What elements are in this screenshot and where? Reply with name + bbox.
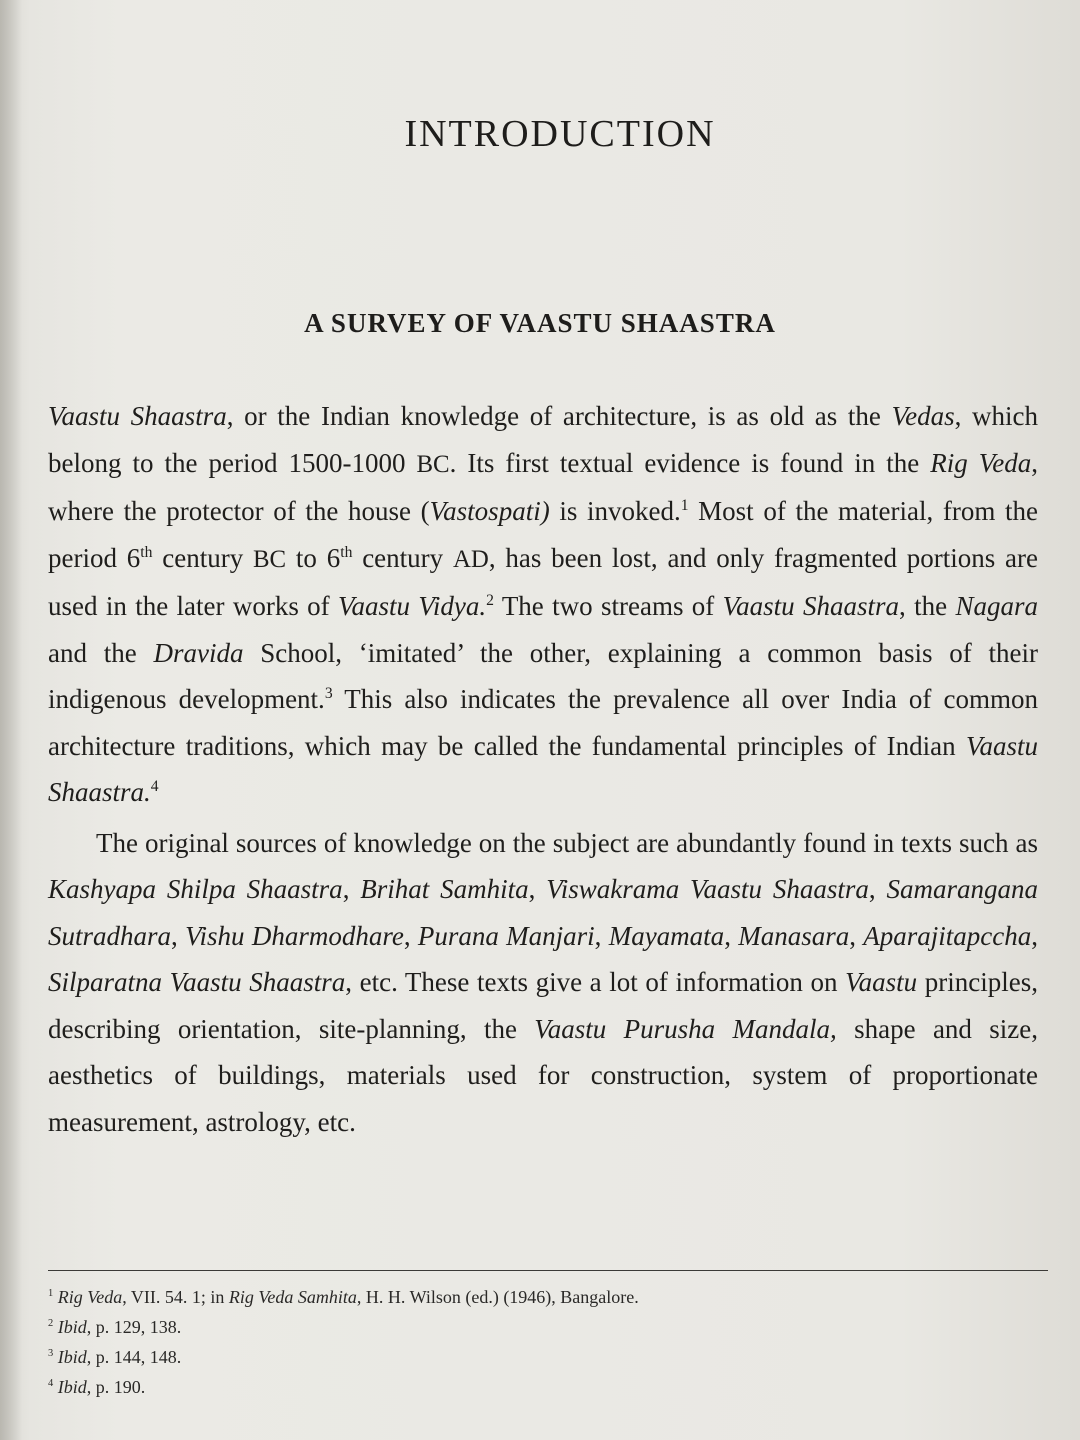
text-run: The two streams of	[493, 591, 723, 621]
text-run: ,	[594, 920, 609, 951]
italic-term: Vaastu Purusha Mandala,	[534, 1013, 837, 1044]
italic-term: Rig Veda	[930, 447, 1032, 478]
italic-term: Vaastu Shaastra	[48, 401, 227, 431]
italic-term: Purana Manjari	[417, 920, 595, 951]
footnote-number: 1	[48, 1288, 54, 1299]
text-run: . Its first textual evidence is found in the	[449, 447, 931, 478]
text-run: , has been lost, and only fragmented portions are used in the later works of	[48, 542, 1038, 621]
footnote-text: , p. 129, 138.	[86, 1317, 182, 1337]
footnote-source: Rig Veda	[57, 1287, 123, 1307]
text-run: ,	[724, 920, 739, 951]
text-run: and the	[48, 637, 154, 668]
ordinal-suffix: th	[340, 543, 353, 561]
text-run: ,	[403, 920, 418, 951]
text-run: , which belong to the period 1500-1000	[48, 401, 1039, 478]
text-run: ,	[528, 874, 547, 904]
paragraph-2	[48, 820, 1038, 1146]
footnote-source: Ibid	[57, 1347, 87, 1367]
italic-term: Samarangana Sutradhara	[48, 874, 1039, 951]
ordinal-suffix: th	[140, 543, 153, 561]
text-run: century	[152, 542, 253, 573]
text-run: This also indicates the prevalence all over India of common architecture traditions, which may be called the fundamental principles of Indian	[48, 684, 1038, 761]
text-run: Most of the material, from the period 6	[48, 496, 1038, 573]
text-run: principles, describing orientation, site-planning, the	[48, 967, 1038, 1044]
italic-term: Vaastu Shaastra.	[48, 730, 1038, 807]
era-abbrev: BC	[253, 545, 287, 573]
text-run: , the	[899, 591, 956, 621]
italic-term: Vaastu Vidya.	[338, 591, 487, 621]
italic-term: Vedas	[891, 401, 955, 431]
italic-term: Kashyapa Shilpa Shaastra	[48, 874, 343, 904]
footnote-1	[48, 1282, 1048, 1312]
footnote-number: 2	[48, 1318, 54, 1329]
text-run: , etc. These texts give a lot of information on	[345, 967, 846, 997]
text-run: The original sources of knowledge on the subject are abundantly found in texts such as	[96, 827, 1038, 858]
footnote-ref: 4	[150, 778, 159, 795]
footnote-ref: 2	[486, 592, 494, 609]
footnotes	[48, 1282, 1048, 1402]
footnote-source: Ibid	[57, 1317, 87, 1337]
text-run: shape and size, aesthetics of buildings, materials used for construction, system of proportionate measurement, astrology, etc.	[48, 1013, 1038, 1137]
era-abbrev: BC	[416, 450, 450, 478]
footnote-divider	[48, 1270, 1048, 1271]
italic-term: Dravida	[153, 637, 244, 668]
italic-term: Aparajitapccha	[863, 920, 1032, 951]
italic-term: Vastospati)	[429, 496, 550, 526]
footnote-source: Rig Veda Samhita	[228, 1287, 357, 1307]
body-text	[48, 393, 1038, 1145]
italic-term: Vishu Dharmodhare	[185, 920, 404, 951]
text-run: ,	[849, 920, 864, 951]
text-run: ,	[171, 920, 186, 951]
footnote-2	[48, 1312, 1048, 1342]
italic-term: Vaastu Shaastra	[722, 591, 900, 621]
footnote-number: 4	[48, 1378, 54, 1389]
footnote-source: Ibid	[57, 1377, 87, 1397]
footnote-3	[48, 1342, 1048, 1372]
text-run: ,	[868, 874, 887, 904]
italic-term: Vaastu	[845, 967, 918, 997]
paragraph-1	[48, 393, 1038, 816]
text-run: , where the protector of the house (	[48, 447, 1038, 526]
italic-term: Silparatna Vaastu Shaastra	[48, 967, 346, 997]
text-run: to 6	[286, 542, 341, 573]
footnote-ref: 3	[324, 685, 333, 702]
footnote-4	[48, 1372, 1048, 1402]
era-abbrev: AD	[452, 545, 489, 573]
footnote-text: , VII. 54. 1; in	[122, 1287, 229, 1307]
footnote-text: , p. 144, 148.	[86, 1347, 182, 1367]
text-run: School, ‘imitated’ the other, explaining a common basis of their indigenous development.	[48, 637, 1038, 714]
chapter-title: INTRODUCTION	[404, 113, 716, 155]
footnote-text: , H. H. Wilson (ed.) (1946), Bangalore.	[356, 1287, 639, 1307]
footnote-number: 3	[48, 1348, 54, 1359]
text-run: century	[352, 542, 453, 573]
footnote-text: , p. 190.	[86, 1377, 146, 1397]
footnote-ref: 1	[680, 497, 689, 514]
spine-shadow	[0, 0, 22, 1440]
italic-term: Brihat Samhita	[360, 874, 529, 904]
section-title: A SURVEY OF VAASTU SHAASTRA	[304, 308, 776, 338]
italic-term: Manasara	[738, 920, 850, 951]
italic-term: Nagara	[955, 591, 1038, 621]
italic-term: Viswakrama Vaastu Shaastra	[546, 874, 869, 904]
text-run: ,	[1031, 920, 1038, 951]
text-run: is invoked.	[549, 496, 681, 526]
text-run: ,	[342, 874, 361, 904]
text-run: , or the Indian knowledge of architecture, is as old as the	[226, 401, 892, 431]
italic-term: Mayamata	[608, 920, 725, 951]
